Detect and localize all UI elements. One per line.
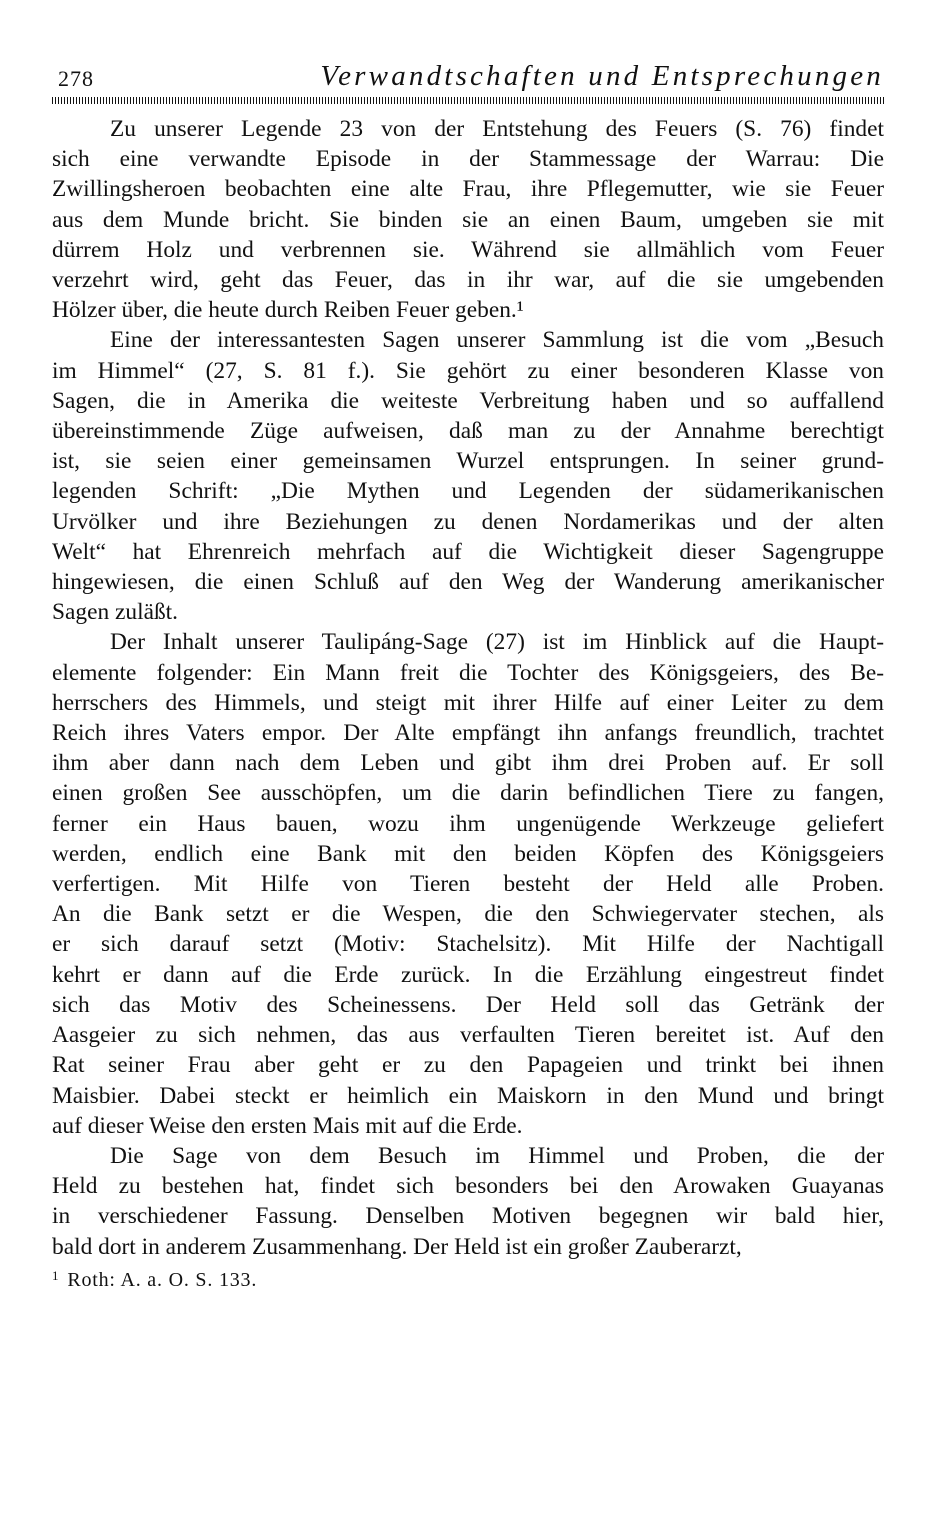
text-line: Der Inhalt unserer Taulipáng-Sage (27) ist im Hinblick auf die Haupt-	[110, 629, 884, 656]
paragraph	[52, 325, 884, 627]
text-line: Aasgeier zu sich nehmen, das aus verfaulten Tieren bereitet ist. Auf den	[52, 1022, 884, 1049]
text-line: sich das Motiv des Scheinessens. Der Held soll das Getränk der	[52, 991, 884, 1018]
page-header	[52, 56, 884, 90]
header-rule	[52, 97, 884, 104]
running-title: Verwandtschaften und Entsprechungen	[320, 60, 884, 92]
text-line: Zu unserer Legende 23 von der Entstehung des Feuers (S. 76) findet	[110, 116, 884, 142]
page-number: 278	[58, 66, 94, 91]
text-line: ferner ein Haus bauen, wozu ihm ungenügende Werkzeuge geliefert	[52, 810, 884, 837]
text-line: in verschiedener Fassung. Denselben Motiven begegnen wir bald hier,	[52, 1203, 884, 1230]
text-line: Held zu bestehen hat, findet sich besonders bei den Arowaken Guayanas	[52, 1173, 884, 1200]
text-line: Reich ihres Vaters empor. Der Alte empfängt ihn anfangs freundlich, trachtet	[52, 720, 884, 747]
text-line: Zwillingsheroen beobachten eine alte Frau, ihre Pflegemutter, wie sie Feuer	[52, 176, 884, 203]
text-line: elemente folgender: Ein Mann freit die Tochter des Königsgeiers, des Be-	[52, 659, 884, 686]
text-line: ihm aber dann nach dem Leben und gibt ihm drei Proben auf. Er soll	[52, 750, 884, 777]
text-line: aus dem Munde bricht. Sie binden sie an einen Baum, umgeben sie mit	[52, 206, 884, 233]
text-line: sich eine verwandte Episode in der Stammessage der Warrau: Die	[52, 146, 884, 173]
text-line: auf dieser Weise den ersten Mais mit auf die Erde.	[52, 1112, 523, 1139]
paragraph	[52, 627, 884, 1140]
paragraph	[52, 1141, 884, 1262]
footnote	[52, 1268, 257, 1292]
text-line: Maisbier. Dabei steckt er heimlich ein Maiskorn in den Mund und bringt	[52, 1082, 884, 1109]
text-line: kehrt er dann auf die Erde zurück. In die Erzählung eingestreut findet	[52, 961, 884, 988]
text-line: legenden Schrift: „Die Mythen und Legenden der südamerikanischen	[52, 478, 884, 505]
text-line: Die Sage von dem Besuch im Himmel und Proben, die der	[110, 1142, 884, 1169]
book-page	[52, 56, 884, 1291]
text-line: übereinstimmende Züge aufweisen, daß man zu der Annahme berechtigt	[52, 418, 884, 445]
text-line: Welt“ hat Ehrenreich mehrfach auf die Wichtigkeit dieser Sagengruppe	[52, 538, 884, 565]
text-line: hingewiesen, die einen Schluß auf den Weg der Wanderung amerikanischer	[52, 569, 884, 596]
text-line: Sagen, die in Amerika die weiteste Verbreitung haben und so auffallend	[52, 387, 884, 414]
footnote-text: Roth: A. a. O. S. 133.	[67, 1269, 258, 1291]
text-line: er sich darauf setzt (Motiv: Stachelsitz). Mit Hilfe der Nachtigall	[52, 931, 884, 958]
text-line: herrschers des Himmels, und steigt mit ihrer Hilfe auf einer Leiter zu dem	[52, 689, 884, 716]
body-text	[52, 114, 884, 1262]
text-line: ist, sie seien einer gemeinsamen Wurzel entsprungen. In seiner grund-	[52, 448, 884, 475]
text-line: im Himmel“ (27, S. 81 f.). Sie gehört zu einer besonderen Klasse von	[52, 357, 884, 384]
text-line: Sagen zuläßt.	[52, 599, 179, 626]
text-line: dürrem Holz und verbrennen sie. Während sie allmählich vom Feuer	[52, 236, 884, 263]
text-line: bald dort in anderem Zusammenhang. Der Held ist ein großer Zauberarzt,	[52, 1233, 742, 1260]
text-line: einen großen See ausschöpfen, um die darin befindlichen Tiere zu fangen,	[52, 780, 884, 807]
text-line: An die Bank setzt er die Wespen, die den Schwiegervater stechen, als	[52, 901, 884, 928]
footnote-marker: 1	[52, 1268, 60, 1283]
paragraph	[52, 114, 884, 325]
text-line: Rat seiner Frau aber geht er zu den Papageien und trinkt bei ihnen	[52, 1052, 884, 1079]
text-line: Hölzer über, die heute durch Reiben Feuer geben.¹	[52, 297, 524, 324]
text-line: Urvölker und ihre Beziehungen zu denen Nordamerikas und der alten	[52, 508, 884, 535]
text-line: verfertigen. Mit Hilfe von Tieren besteht der Held alle Proben.	[52, 871, 884, 898]
text-line: werden, endlich eine Bank mit den beiden Köpfen des Königsgeiers	[52, 840, 884, 867]
text-line: verzehrt wird, geht das Feuer, das in ihr war, auf die sie umgebenden	[52, 267, 884, 294]
text-line: Eine der interessantesten Sagen unserer Sammlung ist die vom „Besuch	[110, 327, 884, 354]
